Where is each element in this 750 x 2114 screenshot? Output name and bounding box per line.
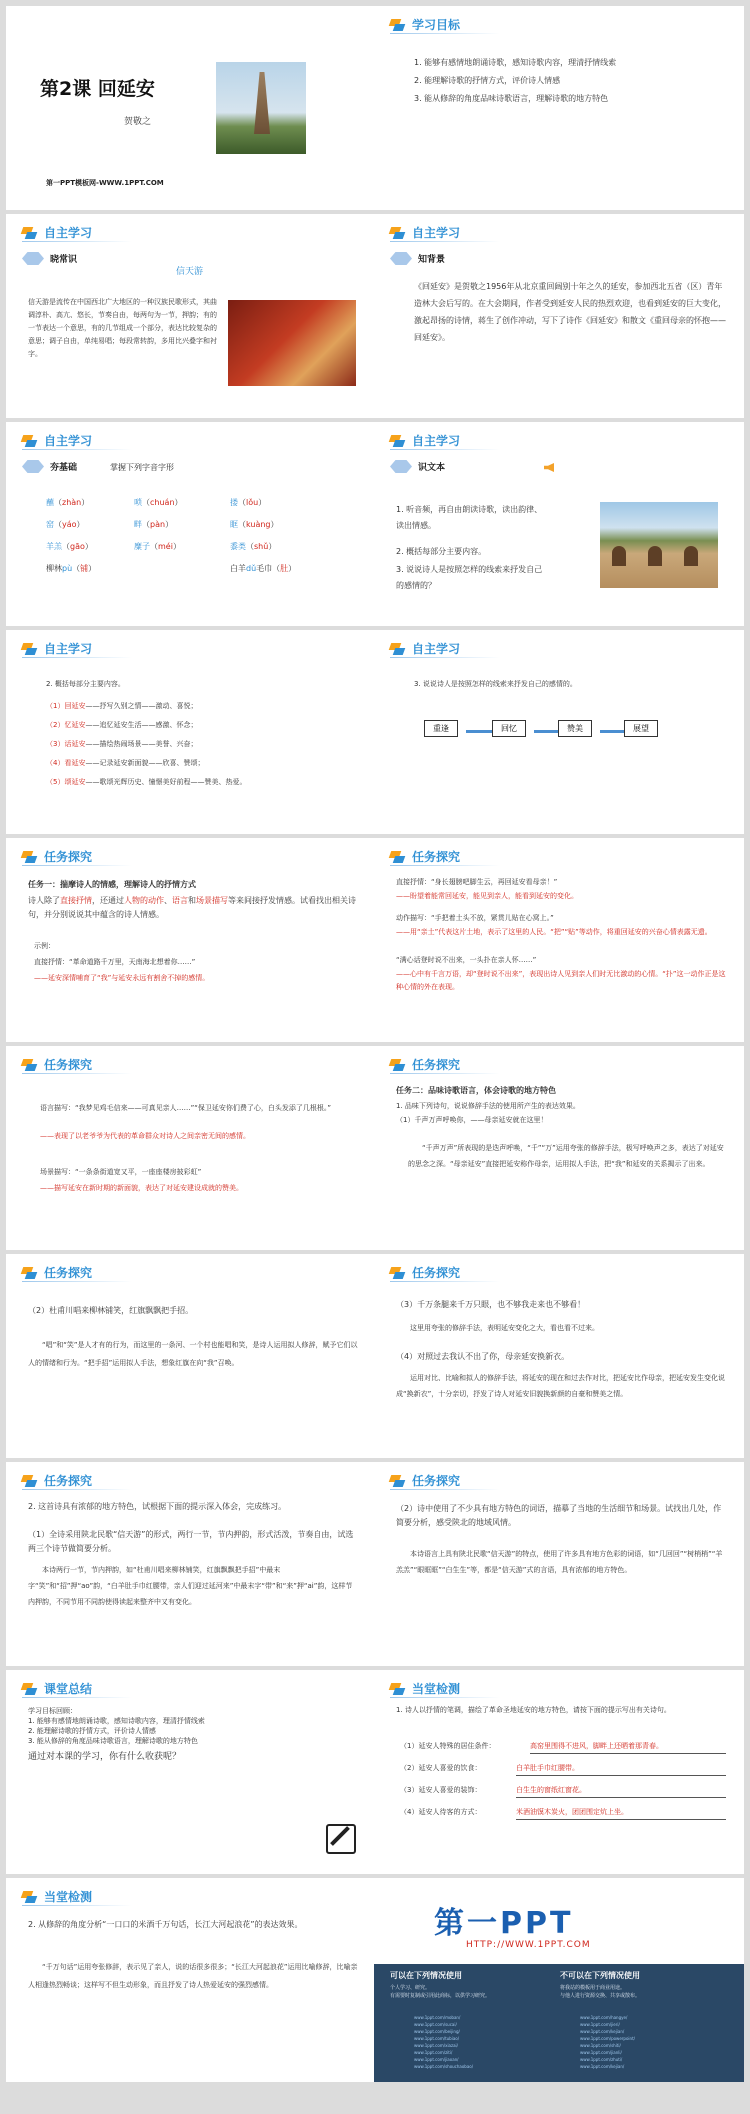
slide-local-feature-1 — [6, 1462, 376, 1666]
row-1-answer: 高窑里围得不进风，脚畔上还晒着那青春。 — [530, 1740, 726, 1754]
slide-class-summary — [6, 1670, 376, 1874]
summary-3: 3. 能从修辞的角度品味诗歌语言，理解诗歌的地方特色 — [28, 1737, 198, 1745]
speaker-icon[interactable] — [544, 463, 554, 472]
link[interactable]: www.1ppt.com/hangye/ — [580, 2015, 628, 2020]
header: 学习目标 — [390, 16, 460, 33]
flow-arrow-3 — [600, 730, 624, 733]
slide-goals — [374, 6, 744, 210]
answer: “千万句话”运用夸张修辞，表示见了亲人，说的话很多很多；“长江大河起浪花”运用比喻修辞，比喻亲人相逢热烈畅谈；这样写不但生动形象，而且抒发了诗人热爱延安的强烈感情。 — [28, 1963, 358, 1989]
header-icon — [22, 227, 38, 239]
header: 任务探究 — [390, 1056, 460, 1073]
slide-line-2 — [6, 1254, 376, 1458]
line-1: 语言描写：“我梦见鸡毛信来——可真见亲人……”“保卫延安你们费了心，白头发添了几根根。” — [40, 1104, 332, 1112]
word-7: 羊羔（gāo） — [46, 542, 93, 551]
reflection-question: 通过对本课的学习，你有什么收获呢？ — [28, 1752, 182, 1762]
header-icon — [390, 227, 406, 239]
answer: “唱”和“笑”是人才有的行为，而这里的一条河、一个村也能唱和笑，是诗人运用拟人修辞，赋予它们以人的情绪和行为。“把手招”运用拟人手法，想象红旗在向“我”召唤。 — [28, 1341, 358, 1367]
header-icon — [390, 1683, 406, 1695]
slide-xintianyou — [6, 214, 376, 418]
header-icon — [390, 1267, 406, 1279]
line-4: ——描写延安在新时期的新面貌，表达了对延安建设成就的赞美。 — [40, 1184, 243, 1192]
question: 1. 诗人以抒情的笔调，描绘了革命圣地延安的地方特色，请按下面的提示写出有关诗句。 — [396, 1706, 671, 1714]
author: 贺敬之 — [124, 117, 152, 127]
link-list-2 — [580, 2014, 635, 2070]
slide-task-1-answers — [374, 838, 744, 1042]
header-icon — [22, 1475, 38, 1487]
slide-task-1 — [6, 838, 376, 1042]
slide-background — [374, 214, 744, 418]
link[interactable]: www.1ppt.com/beijing/ — [414, 2029, 460, 2034]
slide-local-feature-2 — [374, 1462, 744, 1666]
row-1-label: （1）延安人特殊的居住条件： — [400, 1742, 496, 1750]
header: 自主学习 — [390, 640, 460, 657]
slide-summary — [6, 630, 376, 834]
task-desc: 诗人除了直接抒情，还通过人物的动作、语言和场景描写等来间接抒发情感。试看找出相关诗句，并分别说说其中蕴含的诗人情感。 — [28, 896, 356, 919]
header: 当堂检测 — [22, 1888, 92, 1905]
hexagon-icon — [22, 252, 44, 265]
link[interactable]: www.1ppt.com/shouchaobao/ — [414, 2064, 474, 2069]
row-3-answer: 白生生的窗纸红窗花。 — [516, 1784, 726, 1798]
link[interactable]: www.1ppt.com/powerpoint/ — [580, 2036, 635, 2041]
question-3: （3）千万条腿来千万只眼，也不够我走来也不够看！ — [396, 1300, 586, 1309]
header-icon — [390, 851, 406, 863]
goal-2: 2. 能理解诗歌的抒情方式，评价诗人情感 — [414, 76, 561, 85]
header: 自主学习 — [390, 224, 460, 241]
summary-1: 1. 能够有感情地朗诵诗歌，感知诗歌内容，理清抒情线索 — [28, 1717, 205, 1725]
part-3: （3）话延安——描绘热闹场景——美誉、兴奋； — [46, 740, 198, 748]
allowed-1: 个人学习、研究。 — [390, 1985, 431, 1991]
link[interactable]: www.1ppt.com/sucai/ — [414, 2022, 457, 2027]
flow-arrow-2 — [534, 730, 558, 733]
header-icon — [22, 435, 38, 447]
line-3: 动作描写：“手把着土头不放，紧贯儿贴在心窝上。” — [396, 914, 554, 922]
word-11: 白羊dǔ毛巾（肚） — [230, 564, 297, 573]
part-1: （1）回延安——抒写久别之情——激动、喜悦； — [46, 702, 198, 710]
hexagon-icon — [22, 460, 44, 473]
subheading: 识文本 — [390, 460, 445, 473]
link-list-1 — [414, 2014, 473, 2070]
performance-photo — [228, 300, 356, 386]
header: 自主学习 — [22, 224, 92, 241]
header: 任务探究 — [390, 1264, 460, 1281]
subheading: 晓常识 — [22, 252, 77, 265]
example-label: 示例： — [34, 942, 55, 950]
subheading: 知背景 — [390, 252, 445, 265]
question-1: 1. 品味下列诗句，说说修辞手法的使用所产生的表达效果。 — [396, 1102, 580, 1110]
lead: 3. 说说诗人是按照怎样的线索来抒发自己的感情的。 — [414, 680, 577, 688]
link[interactable]: www.1ppt.com/jiaoan/ — [414, 2057, 459, 2062]
lead: 2. 概括每部分主要内容。 — [46, 680, 125, 688]
header: 当堂检测 — [390, 1680, 460, 1697]
header-icon — [390, 643, 406, 655]
word-3: 搂（lǒu） — [230, 498, 267, 507]
link[interactable]: www.1ppt.com/zhuti/ — [580, 2057, 623, 2062]
row-4-label: （4）延安人待客的方式： — [400, 1808, 482, 1816]
header-icon — [390, 435, 406, 447]
answer-3: 这里用夸张的修辞手法，表明延安变化之大，看也看不过来。 — [410, 1324, 599, 1332]
link[interactable]: www.1ppt.com/ziti/ — [414, 2050, 453, 2055]
question-4: （4）对照过去我认不出了你，母亲延安换新衣。 — [396, 1352, 570, 1361]
subheading: 夯基础 — [22, 460, 77, 473]
part-2: （2）忆延安——追忆延安生活——感激、怀念； — [46, 721, 198, 729]
slide-language-scene — [6, 1046, 376, 1250]
link[interactable]: www.1ppt.com/shiti/ — [580, 2043, 621, 2048]
slide-title — [6, 6, 376, 210]
body-text: 《回延安》是贺敬之1956年从北京重回阔别十年之久的延安，参加西北五省（区）青年造林大会后写的。在大会期间，作者受到延安人民的热烈欢迎，也看到延安的巨大变化，激起昂扬的诗情，蒋生了创作冲动，写下了诗作《回延安》和散文《重回母亲的怀抱——回延安》。 — [414, 282, 726, 342]
header: 任务探究 — [22, 1056, 92, 1073]
edit-icon[interactable] — [326, 1824, 356, 1854]
line-2: ——盼望着能常回延安，能见到亲人，能看到延安的变化。 — [396, 892, 578, 900]
hexagon-icon — [390, 460, 412, 473]
summary-2: 2. 能理解诗歌的抒情方式，评价诗人情感 — [28, 1727, 156, 1735]
header-icon — [22, 1059, 38, 1071]
example-1: 直接抒情：“革命道路千万里，天南海北想着你……” — [34, 958, 196, 966]
row-4-answer: 米酒油馍木炭火，团团围定炕上坐。 — [516, 1806, 726, 1820]
question-2: 2. 概括每部分主要内容。 — [396, 547, 487, 556]
cave-dwelling-photo — [600, 502, 718, 588]
pagoda-photo — [216, 62, 306, 154]
example-2: ——延安深情哺育了“我”与延安永远有割舍不掉的感情。 — [34, 974, 210, 982]
slide-text-reading — [374, 422, 744, 626]
slide-test-1 — [374, 1670, 744, 1874]
body-text: 信天游是流传在中国西北广大地区的一种汉族民歌形式，其曲调淳朴、高亢、悠长，节奏自由，每两句为一节，押韵；有的一节表达一个意思，有的几节组成一个部分，表达比较复杂的意思；调子自由，单纯易唱；每段常转韵，多用比兴叠字和衬字。 — [28, 298, 217, 358]
header-icon — [22, 643, 38, 655]
word-4: 窑（yáo） — [46, 520, 85, 529]
header: 自主学习 — [390, 432, 460, 449]
answer: 本诗语言上具有陕北民歌“信天游”的特点，使用了许多具有地方色彩的词语，如“几回回”“树梢梢”“羊羔羔”“眼眶眶”“白生生”等，都是“信天游”式的言语，具有浓郁的地方特色。 — [396, 1550, 723, 1574]
header: 任务探究 — [390, 1472, 460, 1489]
word-10: 柳林pù（铺） — [46, 564, 97, 573]
question: 2. 从修辞的角度分析“一口口的米酒千万句话，长江大河起浪花”的表达效果。 — [28, 1920, 303, 1929]
row-2-label: （2）延安人喜爱的饮食： — [400, 1764, 482, 1772]
header: 自主学习 — [22, 432, 92, 449]
link[interactable]: www.1ppt.com/jieri/ — [580, 2022, 620, 2027]
slide-lines-3-4 — [374, 1254, 744, 1458]
slide-task-2 — [374, 1046, 744, 1250]
flow-outlook: 展望 — [624, 720, 658, 737]
header-icon — [22, 851, 38, 863]
header-icon — [22, 1683, 38, 1695]
word-5: 畔（pàn） — [134, 520, 174, 529]
allowed-2: 有需要时复制或引用此商标，以供学习研究。 — [390, 1993, 491, 1999]
question-1: 1. 听音频，再自由朗读诗歌，读出韵律、读出情感。 — [396, 505, 543, 530]
header: 自主学习 — [22, 640, 92, 657]
word-8: 糜子（méi） — [134, 542, 181, 551]
word-6: 眶（kuàng） — [230, 520, 279, 529]
line-3: 场景描写：“一条条街道宽又平，一座座楼房披彩虹” — [40, 1168, 202, 1176]
word-1: 蘸（zhàn） — [46, 498, 90, 507]
goal-1: 1. 能够有感情地朗诵诗歌，感知诗歌内容，理清抒情线索 — [414, 58, 617, 67]
summary-title: 学习目标回顾： — [28, 1707, 77, 1715]
question: 2. 这首诗具有浓郁的地方特色，试根据下面的提示深入体会，完成练习。 — [28, 1502, 287, 1511]
subheading-2: 掌握下列字音字形 — [110, 463, 174, 472]
header: 任务探究 — [22, 1472, 92, 1489]
header: 任务探究 — [22, 1264, 92, 1281]
forbidden-2: 与他人进行资源交换、共享或散布。 — [560, 1993, 641, 1999]
link[interactable]: www.1ppt.com/xiazai/ — [414, 2043, 459, 2048]
line-4: ——用“亲土”代表这片土地，表示了这里的人民。“把”“贴”等动作，将重回延安的兴奋心情表露无遗。 — [396, 928, 712, 936]
link[interactable]: www.1ppt.com/tubiao/ — [414, 2036, 460, 2041]
answer-1: “千声万声”所表现的是迭声呼唤，“千”“万”运用夸张的修辞手法，极写呼唤声之多，表达了对延安的思念之深。“母亲延安”直接把延安称作母亲，运用拟人手法，把“我”和延安的关系揭示了出来。 — [408, 1144, 724, 1168]
question: （2）杜甫川唱来柳林铺笑，红旗飘飘把手招。 — [28, 1306, 194, 1315]
slide-pronunciation — [6, 422, 376, 626]
link[interactable]: www.1ppt.com/kejian/ — [580, 2029, 625, 2034]
forbidden-1: 将我站的模板用于商业用途。 — [560, 1985, 626, 1991]
slide-test-2 — [6, 1878, 376, 2082]
header-icon — [390, 1059, 406, 1071]
header-icon — [22, 1267, 38, 1279]
task-title: 任务一：揣摩诗人的情感，理解诗人的抒情方式 — [28, 880, 196, 889]
flow-praise: 赞美 — [558, 720, 592, 737]
answer-4: 运用对比、比喻和拟人的修辞手法，将延安的现在和过去作对比，把延安比作母亲，把延安发生变化说成“换新衣”，十分亲切，抒发了诗人对延安旧貌换新颜的自豪和赞美之情。 — [396, 1374, 725, 1398]
footer-site: 第一PPT模板网-WWW.1PPT.COM — [46, 179, 164, 187]
line-2: ——表现了以老爷爷为代表的革命群众对诗人之间亲密无间的感情。 — [40, 1132, 250, 1140]
question-1: （1）全诗采用陕北民歌“信天游”的形式，两行一节，节内押韵，形式活泼，节奏自由，试选两三个诗节做简要分析。 — [28, 1530, 354, 1553]
row-2-answer: 白羊肚手巾红腰带。 — [516, 1762, 726, 1776]
header: 课堂总结 — [22, 1680, 92, 1697]
question-3: 3. 说说诗人是按照怎样的线索来抒发自己的感情的？ — [396, 565, 543, 590]
question: （2）诗中使用了不少具有地方特色的词语，描摹了当地的生活细节和场景。试找出几处，作简要分析，感受陕北的地域风情。 — [396, 1504, 722, 1527]
hexagon-icon — [390, 252, 412, 265]
lesson-title: 第2课 回延安 — [40, 78, 155, 100]
line-1: 直接抒情：“身长翅膀吧脚生云，再回延安看母亲！” — [396, 878, 558, 886]
link[interactable]: www.1ppt.com/jianli/ — [580, 2050, 622, 2055]
link[interactable]: www.1ppt.com/moban/ — [414, 2015, 461, 2020]
answer: 本诗两行一节，节内押韵，如“杜甫川唱来柳林铺笑，红旗飘飘把手招”中最末字“笑”和“招”押“ao”韵，“白羊肚手巾红腰带，亲人们迎过延河来”中最末字“带”和“来”押“ai”韵，这样节内押韵，不同节用不同韵使得读起来整齐中又有变化。 — [28, 1566, 353, 1606]
slide-clue — [374, 630, 744, 834]
header-icon — [390, 1475, 406, 1487]
header-icon — [22, 1891, 38, 1903]
question-2: （1）千声万声呼唤你，——母亲延安就在这里！ — [396, 1116, 548, 1124]
line-6: ——心中有千言万语，却“登时说不出来”，表现出诗人见到亲人们时无比激动的心情。“扑”这一动作正是这种心情的外在表现。 — [396, 970, 726, 991]
brand-logo: 第一PPT — [434, 1906, 574, 1941]
link[interactable]: www.1ppt.com/kejian/ — [580, 2064, 625, 2069]
header: 任务探究 — [390, 848, 460, 865]
line-5: “满心话登时说不出来，一头扑在亲人怀……” — [396, 956, 537, 964]
word-9: 黍类（shǔ） — [230, 542, 277, 551]
slide-brand — [374, 1878, 744, 2082]
allowed-heading: 可以在下列情况使用 — [390, 1971, 462, 1980]
word-2: 唢（chuán） — [134, 498, 183, 507]
tag-xintianyou: 信天游 — [176, 267, 204, 277]
flow-reunion: 重逢 — [424, 720, 458, 737]
header: 任务探究 — [22, 848, 92, 865]
flow-memory: 回忆 — [492, 720, 526, 737]
task-title: 任务二：品味诗歌语言，体会诗歌的地方特色 — [396, 1086, 556, 1095]
part-5: （5）颂延安——歌颂光辉历史、憧憬美好前程——赞美、热爱。 — [46, 778, 247, 786]
forbidden-heading: 不可以在下列情况使用 — [560, 1971, 640, 1980]
header-icon — [390, 19, 406, 31]
flow-arrow-1 — [466, 730, 492, 733]
brand-url[interactable]: HTTP://WWW.1PPT.COM — [466, 1940, 591, 1950]
part-4: （4）看延安——记录延安新面貌——欣喜、赞颂； — [46, 759, 205, 767]
row-3-label: （3）延安人喜爱的装饰： — [400, 1786, 482, 1794]
goal-3: 3. 能从修辞的角度品味诗歌语言，理解诗歌的地方特色 — [414, 94, 609, 103]
